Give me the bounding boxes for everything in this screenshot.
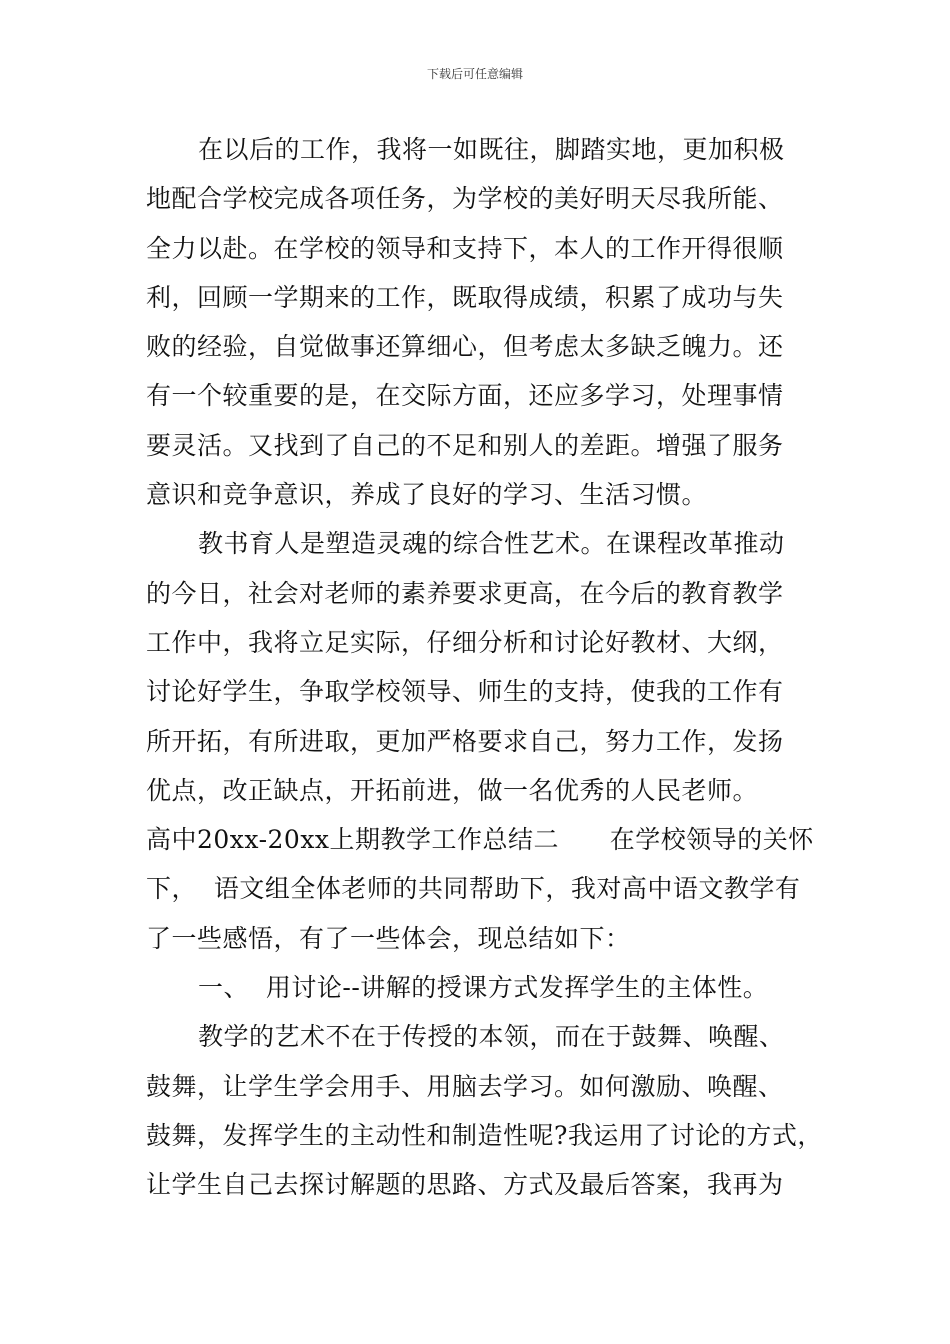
text-line: 败的经验，自觉做事还算细心，但考虑太多缺乏魄力。还 bbox=[146, 332, 784, 362]
text-line: 在以后的工作，我将一如既往，脚踏实地，更加积极 bbox=[198, 135, 785, 164]
text-line: 全力以赴。在学校的领导和支持下，本人的工作开得很顺 bbox=[146, 233, 784, 263]
text-line: 利，回顾一学期来的工作，既取得成绩，积累了成功与失 bbox=[146, 282, 784, 312]
page-header: 下载后可任意编辑 bbox=[426, 67, 523, 81]
text-line: 鼓舞，发挥学生的主动性和制造性呢?我运用了讨论的方式， bbox=[146, 1120, 823, 1150]
text-line: 让学生自己去探讨解题的思路、方式及最后答案，我再为 bbox=[146, 1170, 784, 1200]
text-line: 工作中，我将立足实际，仔细分析和讨论好教材、大纲， bbox=[146, 627, 784, 657]
text-line: 下， 语文组全体老师的共同帮助下，我对高中语文教学有 bbox=[146, 874, 801, 904]
text-line: 优点，改正缺点，开拓前进，做一名优秀的人民老师。 bbox=[146, 775, 759, 805]
section-title-line: 高中20xx-20xx上期教学工作总结二 在学校领导的关怀 bbox=[146, 825, 814, 855]
text-line: 教书育人是塑造灵魂的综合性艺术。在课程改革推动 bbox=[198, 529, 785, 559]
text-line: 所开拓，有所进取，更加严格要求自己，努力工作，发扬 bbox=[146, 726, 784, 756]
text-line: 鼓舞，让学生学会用手、用脑去学习。如何激励、唤醒、 bbox=[146, 1071, 784, 1101]
text-line: 讨论好学生，争取学校领导、师生的支持，使我的工作有 bbox=[146, 677, 784, 707]
text-line: 意识和竞争意识，养成了良好的学习、生活习惯。 bbox=[146, 480, 708, 510]
text-line: 要灵活。又找到了自己的不足和别人的差距。增强了服务 bbox=[146, 430, 784, 460]
subheading-line: 一、 用讨论--讲解的授课方式发挥学生的主体性。 bbox=[198, 973, 769, 1003]
text-line: 的今日，社会对老师的素养要求更高，在今后的教育教学 bbox=[146, 578, 784, 608]
text-line: 了一些感悟，有了一些体会，现总结如下： bbox=[146, 923, 631, 953]
text-line: 教学的艺术不在于传授的本领，而在于鼓舞、唤醒、 bbox=[198, 1022, 785, 1052]
document-body bbox=[146, 125, 826, 1210]
text-line: 有一个较重要的是，在交际方面，还应多学习，处理事情 bbox=[146, 381, 784, 411]
text-line: 地配合学校完成各项任务，为学校的美好明天尽我所能、 bbox=[146, 184, 784, 214]
